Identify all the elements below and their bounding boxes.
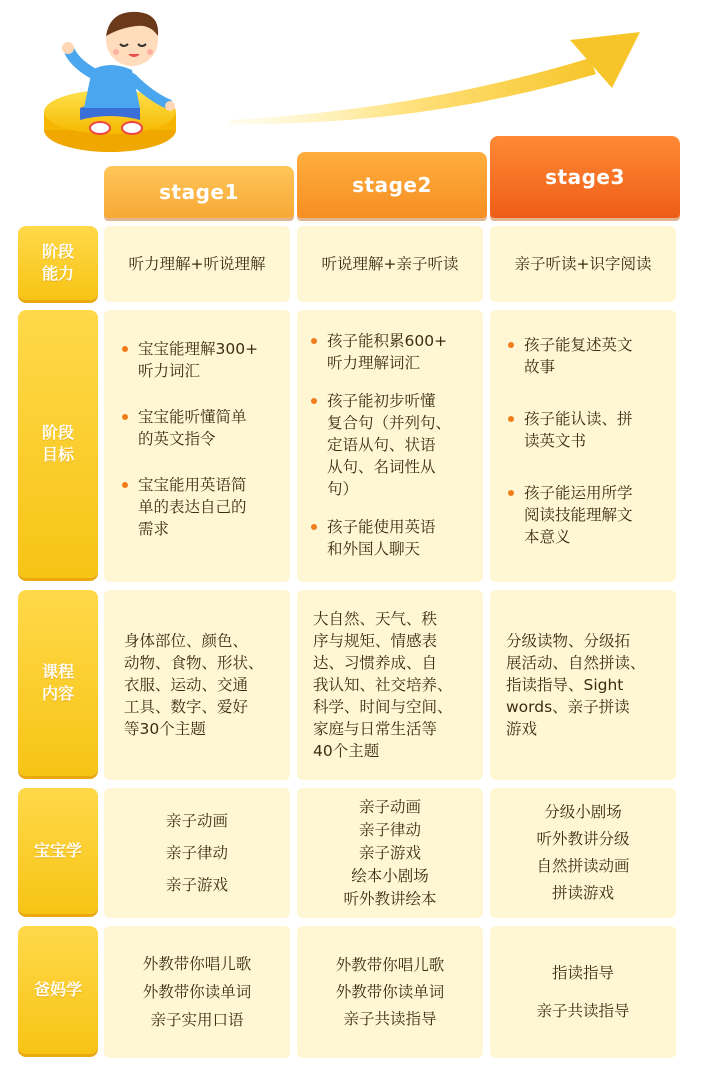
baby-cell-stage3 [490, 788, 676, 918]
list-item: 听外教讲绘本 [343, 889, 437, 908]
parents-cell-stage2 [297, 926, 483, 1058]
goal-text: 孩子能积累600+ 听力理解词汇 [327, 332, 448, 372]
list-item [120, 406, 280, 450]
goal-text: 孩子能复述英文 故事 [524, 336, 633, 376]
list-item: 分级小剧场 [544, 803, 622, 821]
cell-text: 分级读物、分级拓 展活动、自然拼读、 指读指导、Sight words、亲子拼读 游戏 [506, 632, 646, 738]
list-item: 外教带你读单词 [142, 983, 252, 1001]
list-item: 亲子游戏 [358, 843, 421, 862]
list-item: 听外教讲分级 [536, 830, 630, 848]
list-item: 亲子动画 [358, 797, 421, 816]
ability-cell-stage2 [297, 226, 483, 302]
stage-1-header [104, 166, 294, 218]
goal-text: 孩子能初步听懂 复合句（并列句、 定语从句、状语 从句、名词性从 句） [327, 392, 452, 498]
list-item [120, 338, 280, 382]
row-label-stage-ability: 阶段 能力 [18, 226, 98, 300]
row-label-course-content: 课程 内容 [18, 590, 98, 776]
bullet-dot-icon [311, 338, 317, 344]
list-item [309, 330, 473, 374]
list-item [506, 408, 666, 452]
baby-cell-stage1 [104, 788, 290, 918]
list-item [120, 474, 280, 540]
list-item: 拼读游戏 [551, 884, 614, 902]
cell-text: 身体部位、颜色、 动物、食物、形状、 衣服、运动、交通 工具、数字、爱好 等30个主题 [124, 632, 264, 738]
list-item: 亲子律动 [358, 820, 421, 839]
goal-text: 宝宝能听懂简单 的英文指令 [138, 408, 247, 448]
row-label-parents-learn: 爸妈学 [18, 926, 98, 1054]
list-item [506, 334, 666, 378]
bullet-dot-icon [122, 346, 128, 352]
bullet-dot-icon [508, 416, 514, 422]
goals-cell-stage2 [297, 310, 483, 582]
bullet-dot-icon [508, 342, 514, 348]
list-item: 外教带你唱儿歌 [335, 955, 445, 974]
list-item [309, 390, 473, 500]
goal-text: 孩子能使用英语 和外国人聊天 [327, 518, 436, 558]
baby-cell-stage2 [297, 788, 483, 918]
goal-text: 宝宝能用英语简 单的表达自己的 需求 [138, 476, 247, 538]
list-item: 外教带你读单词 [335, 982, 445, 1001]
bullet-dot-icon [122, 414, 128, 420]
content-cell-stage2 [297, 590, 483, 780]
stage-3-header [490, 136, 680, 218]
goal-text: 宝宝能理解300+ 听力词汇 [138, 340, 259, 380]
ability-cell-stage3 [490, 226, 676, 302]
parents-cell-stage3 [490, 926, 676, 1058]
cell-text: 听说理解+亲子听读 [321, 255, 459, 273]
list-item: 亲子游戏 [165, 876, 228, 894]
content-cell-stage3 [490, 590, 676, 780]
parents-cell-stage1 [104, 926, 290, 1058]
list-item: 亲子共读指导 [536, 1002, 630, 1020]
list-item: 亲子律动 [165, 844, 228, 862]
list-item: 外教带你唱儿歌 [142, 955, 252, 973]
list-item: 亲子动画 [165, 812, 228, 830]
list-item: 绘本小剧场 [351, 866, 429, 885]
stage-1-label: stage1 [159, 180, 239, 204]
bullet-dot-icon [311, 398, 317, 404]
list-item [506, 482, 666, 548]
goal-text: 孩子能运用所学 阅读技能理解文 本意义 [524, 484, 633, 546]
bullet-dot-icon [508, 490, 514, 496]
list-item: 自然拼读动画 [536, 857, 630, 875]
bullet-dot-icon [311, 524, 317, 530]
content-cell-stage1 [104, 590, 290, 780]
row-label-stage-goals: 阶段 目标 [18, 310, 98, 578]
stage-2-label: stage2 [352, 173, 432, 197]
goals-cell-stage1 [104, 310, 290, 582]
list-item: 亲子共读指导 [343, 1009, 437, 1028]
goal-text: 孩子能认读、拼 读英文书 [524, 410, 633, 450]
ability-cell-stage1 [104, 226, 290, 302]
bullet-dot-icon [122, 482, 128, 488]
cell-text: 听力理解+听说理解 [128, 255, 266, 273]
cell-text: 亲子听读+识字阅读 [514, 255, 652, 273]
row-label-baby-learns: 宝宝学 [18, 788, 98, 914]
list-item: 指读指导 [551, 964, 614, 982]
list-item [309, 516, 473, 560]
list-item: 亲子实用口语 [150, 1011, 244, 1029]
rising-arrow-icon [230, 32, 640, 124]
stage-2-header [297, 152, 487, 218]
stage-3-label: stage3 [545, 165, 625, 189]
cell-text: 大自然、天气、秩 序与规矩、情感表 达、习惯养成、自 我认知、社交培养、 科学、时间与空间、 家庭与日常生活等 40个主题 [313, 610, 453, 760]
goals-cell-stage3 [490, 310, 676, 582]
